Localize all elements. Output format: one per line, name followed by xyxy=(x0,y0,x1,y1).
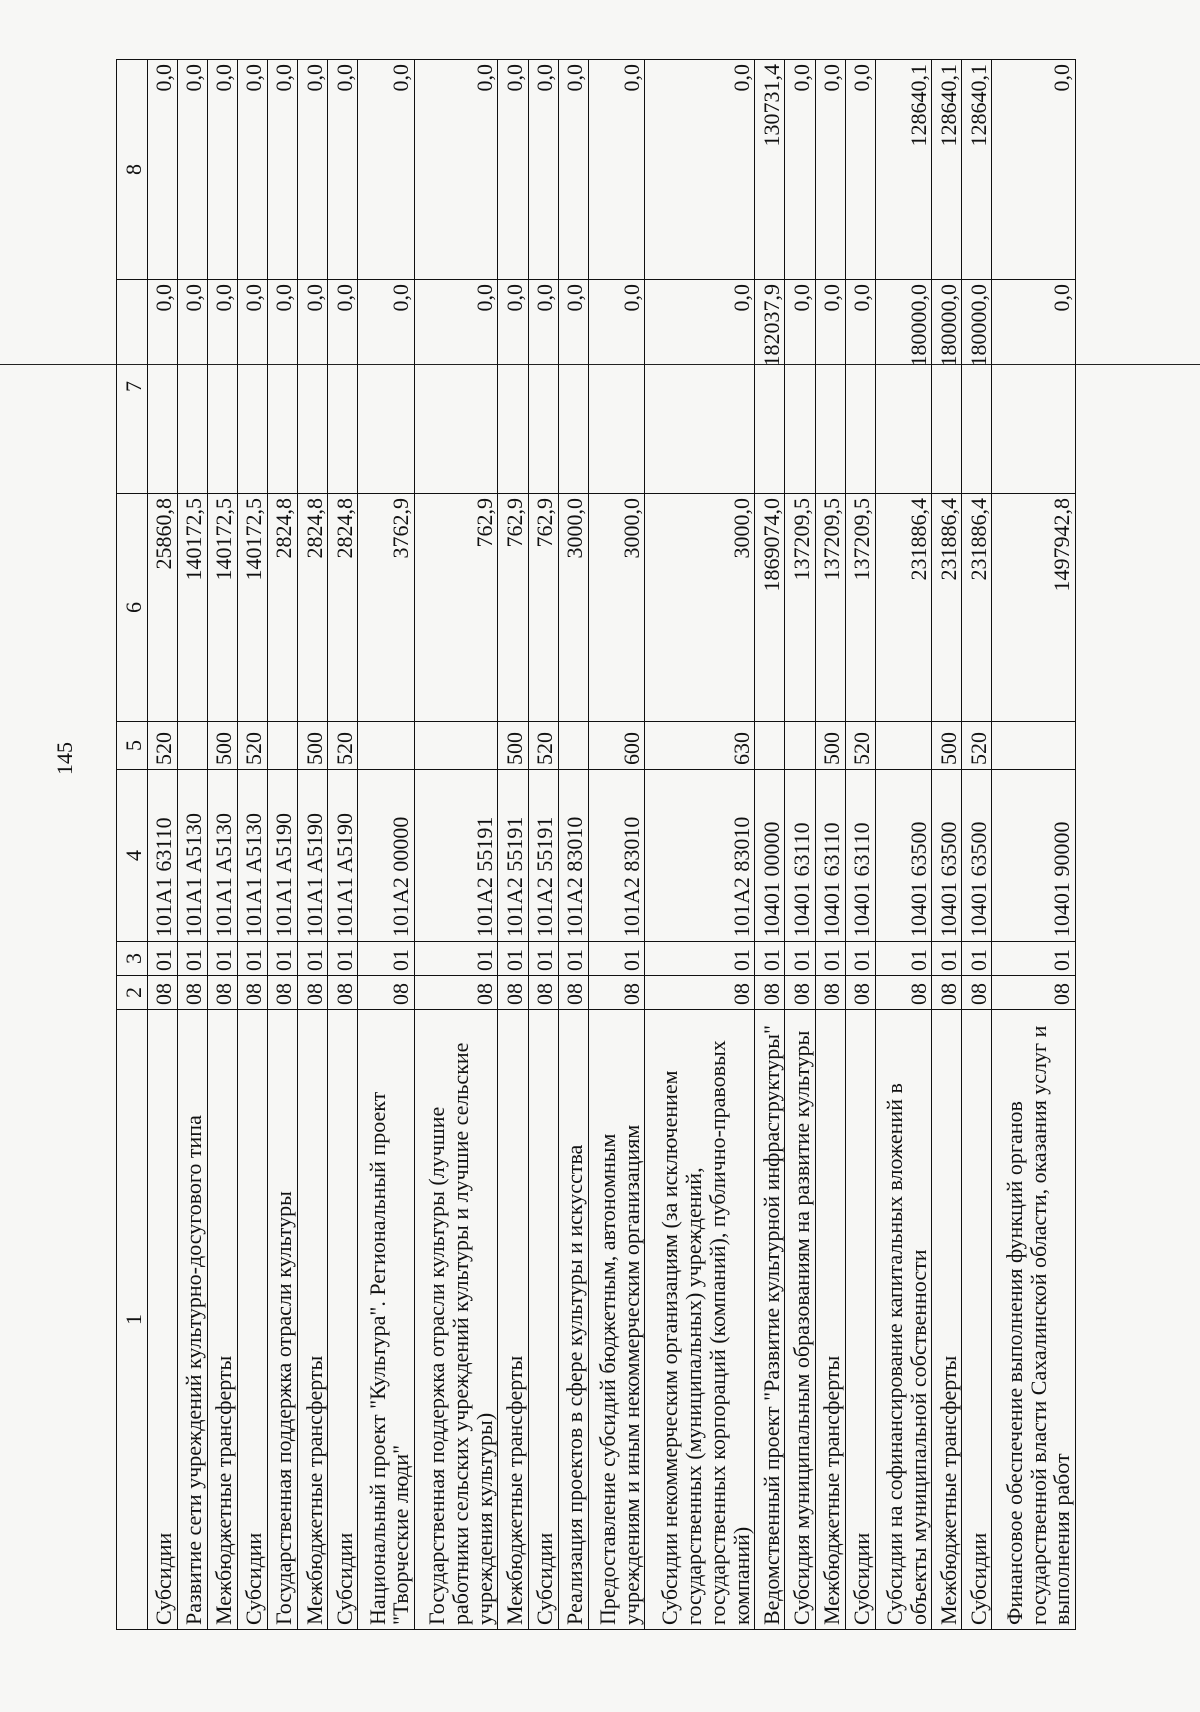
amount-col7-cell: 0,0 xyxy=(148,280,178,494)
expense-type-cell xyxy=(268,722,298,770)
expense-type-cell: 600 xyxy=(588,722,645,770)
section-code-cell: 08 xyxy=(588,976,645,1010)
subsection-code-cell: 01 xyxy=(992,942,1076,976)
amount-col7-cell: 0,0 xyxy=(528,280,558,494)
row-name-cell: Субсидии xyxy=(845,1010,875,1630)
subsection-code-cell: 01 xyxy=(645,942,755,976)
subsection-code-cell: 01 xyxy=(588,942,645,976)
amount-col7-cell: 0,0 xyxy=(358,280,415,494)
amount-col8-cell: 128640,1 xyxy=(932,60,962,280)
amount-col7-cell: 0,0 xyxy=(645,280,755,494)
section-code-cell: 08 xyxy=(645,976,755,1010)
table-row xyxy=(875,60,932,1630)
section-code-cell: 08 xyxy=(992,976,1076,1010)
amount-col6-cell: 3000,0 xyxy=(645,494,755,722)
amount-col8-cell: 0,0 xyxy=(815,60,845,280)
subsection-code-cell: 01 xyxy=(208,942,238,976)
expense-type-cell: 630 xyxy=(645,722,755,770)
amount-col8-cell: 128640,1 xyxy=(875,60,932,280)
expense-type-cell xyxy=(415,722,498,770)
amount-col7-cell: 180000,0 xyxy=(932,280,962,494)
target-article-cell: 101A2 55191 xyxy=(415,770,498,942)
target-article-cell: 10401 63110 xyxy=(845,770,875,942)
column-header: 6 xyxy=(117,494,148,722)
table-row xyxy=(932,60,962,1630)
section-code-cell: 08 xyxy=(755,976,785,1010)
table-row xyxy=(358,60,415,1630)
amount-col6-cell: 3762,9 xyxy=(358,494,415,722)
amount-col8-cell: 0,0 xyxy=(238,60,268,280)
rotated-page xyxy=(116,60,1076,1630)
amount-col6-cell: 140172,5 xyxy=(178,494,208,722)
amount-col6-cell: 1497942,8 xyxy=(992,494,1076,722)
header-row xyxy=(117,60,148,1630)
amount-col8-cell: 0,0 xyxy=(208,60,238,280)
subsection-code-cell: 01 xyxy=(785,942,815,976)
column-header: 5 xyxy=(117,722,148,770)
amount-col6-cell: 3000,0 xyxy=(558,494,588,722)
amount-col7-cell: 0,0 xyxy=(298,280,328,494)
amount-col6-cell: 2824,8 xyxy=(298,494,328,722)
expense-type-cell xyxy=(755,722,785,770)
amount-col6-cell: 231886,4 xyxy=(932,494,962,722)
amount-col8-cell: 0,0 xyxy=(148,60,178,280)
row-name-cell: Реализация проектов в сфере культуры и искусства xyxy=(558,1010,588,1630)
subsection-code-cell: 01 xyxy=(358,942,415,976)
amount-col6-cell: 231886,4 xyxy=(875,494,932,722)
target-article-cell: 101A2 55191 xyxy=(498,770,528,942)
row-name-cell: Субсидии xyxy=(528,1010,558,1630)
table-row xyxy=(962,60,992,1630)
table-row xyxy=(785,60,815,1630)
column-header: 3 xyxy=(117,942,148,976)
section-code-cell: 08 xyxy=(415,976,498,1010)
target-article-cell: 101A1 A5190 xyxy=(298,770,328,942)
amount-col8-cell: 0,0 xyxy=(298,60,328,280)
expense-type-cell: 500 xyxy=(932,722,962,770)
table-row xyxy=(755,60,785,1630)
amount-col7-cell: 0,0 xyxy=(415,280,498,494)
section-code-cell: 08 xyxy=(528,976,558,1010)
section-code-cell: 08 xyxy=(238,976,268,1010)
amount-col8-cell: 0,0 xyxy=(588,60,645,280)
expense-type-cell xyxy=(358,722,415,770)
table-row xyxy=(588,60,645,1630)
amount-col8-cell: 0,0 xyxy=(328,60,358,280)
expense-type-cell: 500 xyxy=(815,722,845,770)
row-name-cell: Субсидии xyxy=(238,1010,268,1630)
row-name-cell: Субсидии xyxy=(328,1010,358,1630)
section-code-cell: 08 xyxy=(358,976,415,1010)
amount-col7-cell: 182037,9 xyxy=(755,280,785,494)
target-article-cell: 10401 63110 xyxy=(815,770,845,942)
amount-col6-cell: 137209,5 xyxy=(815,494,845,722)
table-row xyxy=(208,60,238,1630)
amount-col6-cell: 1869074,0 xyxy=(755,494,785,722)
target-article-cell: 101A2 83010 xyxy=(588,770,645,942)
section-code-cell: 08 xyxy=(498,976,528,1010)
table-row xyxy=(498,60,528,1630)
expense-type-cell: 500 xyxy=(498,722,528,770)
target-article-cell: 10401 90000 xyxy=(992,770,1076,942)
target-article-cell: 101A1 63110 xyxy=(148,770,178,942)
section-code-cell: 08 xyxy=(328,976,358,1010)
row-name-cell: Предоставление субсидий бюджетным, автономным учреждениям и иным некоммерческим организациям xyxy=(588,1010,645,1630)
row-name-cell: Национальный проект "Культура". Региональный проект "Творческие люди" xyxy=(358,1010,415,1630)
amount-col8-cell: 0,0 xyxy=(415,60,498,280)
section-code-cell: 08 xyxy=(268,976,298,1010)
budget-table xyxy=(116,59,1076,1630)
page-number: 145 xyxy=(52,742,77,775)
amount-col8-cell: 0,0 xyxy=(992,60,1076,280)
table-row xyxy=(815,60,845,1630)
amount-col6-cell: 2824,8 xyxy=(268,494,298,722)
amount-col6-cell: 137209,5 xyxy=(845,494,875,722)
amount-col6-cell: 762,9 xyxy=(498,494,528,722)
section-code-cell: 08 xyxy=(875,976,932,1010)
amount-col6-cell: 762,9 xyxy=(415,494,498,722)
table-row xyxy=(645,60,755,1630)
amount-col7-cell: 180000,0 xyxy=(962,280,992,494)
target-article-cell: 101A1 A5190 xyxy=(328,770,358,942)
amount-col6-cell: 231886,4 xyxy=(962,494,992,722)
column-header: 1 xyxy=(117,1010,148,1630)
row-name-cell: Субсидии на софинансирование капитальных вложений в объекты муниципальной собственности xyxy=(875,1010,932,1630)
target-article-cell: 10401 63500 xyxy=(962,770,992,942)
row-name-cell: Межбюджетные трансферты xyxy=(298,1010,328,1630)
table-row xyxy=(992,60,1076,1630)
expense-type-cell xyxy=(785,722,815,770)
subsection-code-cell: 01 xyxy=(755,942,785,976)
target-article-cell: 10401 63500 xyxy=(932,770,962,942)
row-name-cell: Межбюджетные трансферты xyxy=(932,1010,962,1630)
expense-type-cell: 520 xyxy=(238,722,268,770)
amount-col8-cell: 0,0 xyxy=(528,60,558,280)
section-code-cell: 08 xyxy=(298,976,328,1010)
row-name-cell: Межбюджетные трансферты xyxy=(208,1010,238,1630)
subsection-code-cell: 01 xyxy=(148,942,178,976)
target-article-cell: 101A1 A5130 xyxy=(238,770,268,942)
expense-type-cell: 520 xyxy=(845,722,875,770)
amount-col7-cell: 0,0 xyxy=(815,280,845,494)
row-name-cell: Государственная поддержка отрасли культуры (лучшие работники сельских учреждений культуры и лучшие сельские учреждения культуры) xyxy=(415,1010,498,1630)
row-name-cell: Межбюджетные трансферты xyxy=(815,1010,845,1630)
column-header: 7 xyxy=(117,280,148,494)
amount-col7-cell: 0,0 xyxy=(498,280,528,494)
amount-col7-cell: 0,0 xyxy=(178,280,208,494)
subsection-code-cell: 01 xyxy=(238,942,268,976)
expense-type-cell: 520 xyxy=(962,722,992,770)
row-name-cell: Субсидии некоммерческим организациям (за исключением государственных (муниципальных) учреждений, государственных корпораций (компаний), публично-правовых компаний) xyxy=(645,1010,755,1630)
table-row xyxy=(298,60,328,1630)
expense-type-cell: 520 xyxy=(328,722,358,770)
amount-col7-cell: 0,0 xyxy=(558,280,588,494)
amount-col8-cell: 0,0 xyxy=(358,60,415,280)
subsection-code-cell: 01 xyxy=(178,942,208,976)
expense-type-cell xyxy=(178,722,208,770)
amount-col8-cell: 0,0 xyxy=(645,60,755,280)
subsection-code-cell: 01 xyxy=(328,942,358,976)
section-code-cell: 08 xyxy=(932,976,962,1010)
section-code-cell: 08 xyxy=(962,976,992,1010)
amount-col8-cell: 0,0 xyxy=(558,60,588,280)
row-name-cell: Субсидия муниципальным образованиям на развитие культуры xyxy=(785,1010,815,1630)
target-article-cell: 101A2 83010 xyxy=(645,770,755,942)
subsection-code-cell: 01 xyxy=(268,942,298,976)
column-header: 4 xyxy=(117,770,148,942)
subsection-code-cell: 01 xyxy=(932,942,962,976)
amount-col7-cell: 0,0 xyxy=(588,280,645,494)
section-code-cell: 08 xyxy=(208,976,238,1010)
row-name-cell: Развитие сети учреждений культурно-досугового типа xyxy=(178,1010,208,1630)
table-row xyxy=(415,60,498,1630)
amount-col6-cell: 762,9 xyxy=(528,494,558,722)
table-row xyxy=(528,60,558,1630)
table-row xyxy=(178,60,208,1630)
amount-col7-cell: 0,0 xyxy=(328,280,358,494)
amount-col7-cell: 180000,0 xyxy=(875,280,932,494)
subsection-code-cell: 01 xyxy=(498,942,528,976)
target-article-cell: 10401 63500 xyxy=(875,770,932,942)
target-article-cell: 101A2 83010 xyxy=(558,770,588,942)
amount-col6-cell: 2824,8 xyxy=(328,494,358,722)
amount-col8-cell: 0,0 xyxy=(498,60,528,280)
subsection-code-cell: 01 xyxy=(875,942,932,976)
amount-col7-cell: 0,0 xyxy=(268,280,298,494)
target-article-cell: 101A2 55191 xyxy=(528,770,558,942)
expense-type-cell: 500 xyxy=(208,722,238,770)
subsection-code-cell: 01 xyxy=(415,942,498,976)
table-row xyxy=(238,60,268,1630)
section-code-cell: 08 xyxy=(178,976,208,1010)
target-article-cell: 10401 00000 xyxy=(755,770,785,942)
column-header: 8 xyxy=(117,60,148,280)
section-code-cell: 08 xyxy=(845,976,875,1010)
amount-col6-cell: 25860,8 xyxy=(148,494,178,722)
expense-type-cell: 520 xyxy=(528,722,558,770)
target-article-cell: 10401 63110 xyxy=(785,770,815,942)
amount-col8-cell: 0,0 xyxy=(845,60,875,280)
table-row xyxy=(268,60,298,1630)
expense-type-cell xyxy=(558,722,588,770)
amount-col7-cell: 0,0 xyxy=(992,280,1076,494)
amount-col8-cell: 0,0 xyxy=(785,60,815,280)
expense-type-cell: 500 xyxy=(298,722,328,770)
amount-col7-cell: 0,0 xyxy=(845,280,875,494)
amount-col8-cell: 128640,1 xyxy=(962,60,992,280)
subsection-code-cell: 01 xyxy=(558,942,588,976)
row-name-cell: Субсидии xyxy=(148,1010,178,1630)
table-row xyxy=(148,60,178,1630)
amount-col6-cell: 140172,5 xyxy=(238,494,268,722)
amount-col8-cell: 0,0 xyxy=(178,60,208,280)
amount-col8-cell: 130731,4 xyxy=(755,60,785,280)
amount-col6-cell: 140172,5 xyxy=(208,494,238,722)
expense-type-cell xyxy=(875,722,932,770)
row-name-cell: Государственная поддержка отрасли культуры xyxy=(268,1010,298,1630)
section-code-cell: 08 xyxy=(558,976,588,1010)
subsection-code-cell: 01 xyxy=(528,942,558,976)
table-row xyxy=(845,60,875,1630)
expense-type-cell: 520 xyxy=(148,722,178,770)
amount-col6-cell: 137209,5 xyxy=(785,494,815,722)
subsection-code-cell: 01 xyxy=(962,942,992,976)
amount-col7-cell: 0,0 xyxy=(238,280,268,494)
row-name-cell: Межбюджетные трансферты xyxy=(498,1010,528,1630)
expense-type-cell xyxy=(992,722,1076,770)
table-row xyxy=(558,60,588,1630)
section-code-cell: 08 xyxy=(785,976,815,1010)
amount-col8-cell: 0,0 xyxy=(268,60,298,280)
column-header: 2 xyxy=(117,976,148,1010)
row-name-cell: Ведомственный проект "Развитие культурной инфраструктуры" xyxy=(755,1010,785,1630)
target-article-cell: 101A1 A5130 xyxy=(208,770,238,942)
target-article-cell: 101A2 00000 xyxy=(358,770,415,942)
amount-col6-cell: 3000,0 xyxy=(588,494,645,722)
section-code-cell: 08 xyxy=(815,976,845,1010)
section-code-cell: 08 xyxy=(148,976,178,1010)
subsection-code-cell: 01 xyxy=(845,942,875,976)
row-name-cell: Субсидии xyxy=(962,1010,992,1630)
target-article-cell: 101A1 A5130 xyxy=(178,770,208,942)
subsection-code-cell: 01 xyxy=(298,942,328,976)
amount-col7-cell: 0,0 xyxy=(208,280,238,494)
table-row xyxy=(328,60,358,1630)
amount-col7-cell: 0,0 xyxy=(785,280,815,494)
target-article-cell: 101A1 A5190 xyxy=(268,770,298,942)
table-body xyxy=(148,60,1076,1630)
subsection-code-cell: 01 xyxy=(815,942,845,976)
row-name-cell: Финансовое обеспечение выполнения функций органов государственной власти Сахалинской области, оказания услуг и выполнения работ xyxy=(992,1010,1076,1630)
